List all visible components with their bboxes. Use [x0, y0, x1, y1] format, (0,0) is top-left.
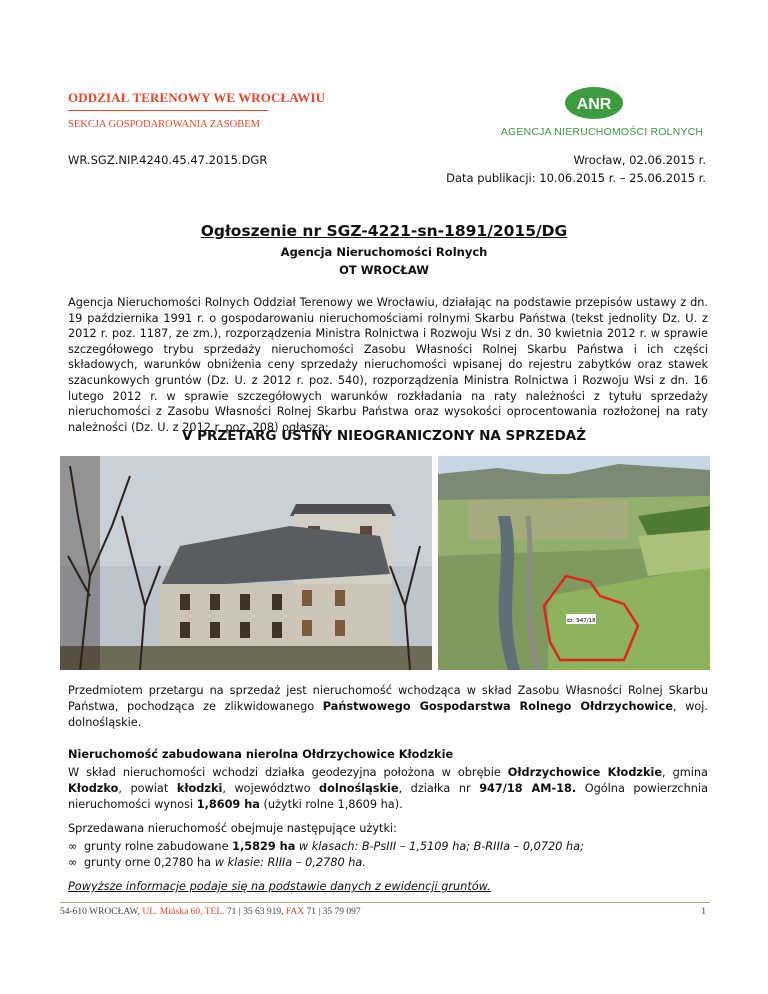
- uses-intro: Sprzedawana nieruchomość obejmuje następujące użytki:: [68, 822, 397, 835]
- aerial-photo: [438, 456, 710, 670]
- place-date: Wrocław, 02.06.2015 r.: [573, 153, 706, 167]
- property-heading: Nieruchomość zabudowana nierolna Ołdrzychowice Kłodzkie: [68, 748, 454, 761]
- logo-abbr: ANR: [576, 96, 612, 113]
- bullet-icon: ∞: [68, 840, 78, 853]
- reference-number: WR.SGZ.NIP.4240.45.47.2015.DGR: [68, 153, 268, 167]
- anr-logo: [484, 86, 724, 142]
- subject-paragraph: Przedmiotem przetargu na sprzedaż jest nieruchomość wchodząca w skład Zasobu Własności Rolnej Skarbu Państwa, pochodząca ze zlikwidowanego Państwowego Gospodarstwa Rolnego Ołdrzychowice, woj. dolnośląskie.: [68, 684, 708, 729]
- agency-name: Agencja Nieruchomości Rolnych: [280, 245, 488, 259]
- bullet-icon: ∞: [68, 856, 78, 869]
- footer-rule: [60, 902, 710, 903]
- list-item: ∞ grunty rolne zabudowane 1,5829 ha w klasach: B-PsIII – 1,5109 ha; B-RIIIa – 0,0720 ha;: [68, 840, 584, 853]
- logo-name: AGENCJA NIERUCHOMOŚCI ROLNYCH: [500, 126, 704, 138]
- section-name: SEKCJA GOSPODAROWANIA ZASOBEM: [68, 119, 260, 130]
- footer-address: 54-610 WROCŁAW, UL. Mińska 60, TEL. 71 | 35 63 919, FAX 71 | 35 79 097: [60, 907, 361, 917]
- property-description: W skład nieruchomości wchodzi działka geodezyjna położona w obrębie Ołdrzychowice Kłodzkie, gmina Kłodzko, powiat kłodzki, województwo dolnośląskie, działka nr 947/18 AM-18. Ogólna powierzchnia nieruchomości wynosi 1,8609 ha (użytki rolne 1,8609 ha).: [68, 766, 708, 811]
- source-note: Powyższe informacje podaje się na podstawie danych z ewidencji gruntów.: [68, 880, 491, 893]
- intro-paragraph: Agencja Nieruchomości Rolnych Oddział Terenowy we Wrocławiu, działając na podstawie przepisów ustawy z dn. 19 października 1991 r. o gospodarowaniu nieruchomościami rolnymi Skarbu Państwa (tekst jednolity Dz. U. z 2012 r. poz. 1187, ze zm.), rozporządzenia Ministra Rolnictwa i Rozwoju Wsi z dn. 30 kwietnia 2012 r. w sprawie szczegółowego trybu sprzedaży nieruchomości Zasobu Własności Rolnej Skarbu Państwa i ich części składowych, warunków obniżenia ceny sprzedaży nieruchomości wpisanej do rejestru zabytków oraz stawek szacunkowych gruntów (Dz. U. z 2012 r. poz. 540), rozporządzenia Ministra Rolnictwa i Rozwoju Wsi z dn. 16 lutego 2012 r. w sprawie szczegółowych warunków rozkładania na raty należności z tytułu sprzedaży nieruchomości z Zasobu Własności Rolnej Skarbu Państwa oraz wysokości oprocentowania rozłożonej na raty należności (Dz. U. z 2012 r. poz. 208) ogłasza:: [68, 296, 708, 434]
- tender-heading: V PRZETARG USTNY NIEOGRANICZONY NA SPRZEDAŻ: [181, 428, 587, 444]
- page-number: 1: [701, 907, 706, 917]
- plot-label: dz. 947/18: [566, 618, 596, 624]
- header-rule: [68, 110, 268, 111]
- office-code: OT WROCŁAW: [339, 263, 429, 277]
- publication-date: Data publikacji: 10.06.2015 r. – 25.06.2015 r.: [446, 171, 706, 185]
- building-photo: [60, 456, 432, 670]
- farm-name: Państwowego Gospodarstwa Rolnego Ołdrzychowice: [322, 700, 673, 713]
- anr-logo-mark: [564, 86, 624, 120]
- list-item: ∞ grunty orne 0,2780 ha w klasie: RIIIa – 0,2780 ha.: [68, 856, 366, 869]
- office-name: ODDZIAŁ TERENOWY WE WROCŁAWIU: [68, 90, 326, 105]
- announcement-title: Ogłoszenie nr SGZ-4221-sn-1891/2015/DG: [200, 222, 568, 240]
